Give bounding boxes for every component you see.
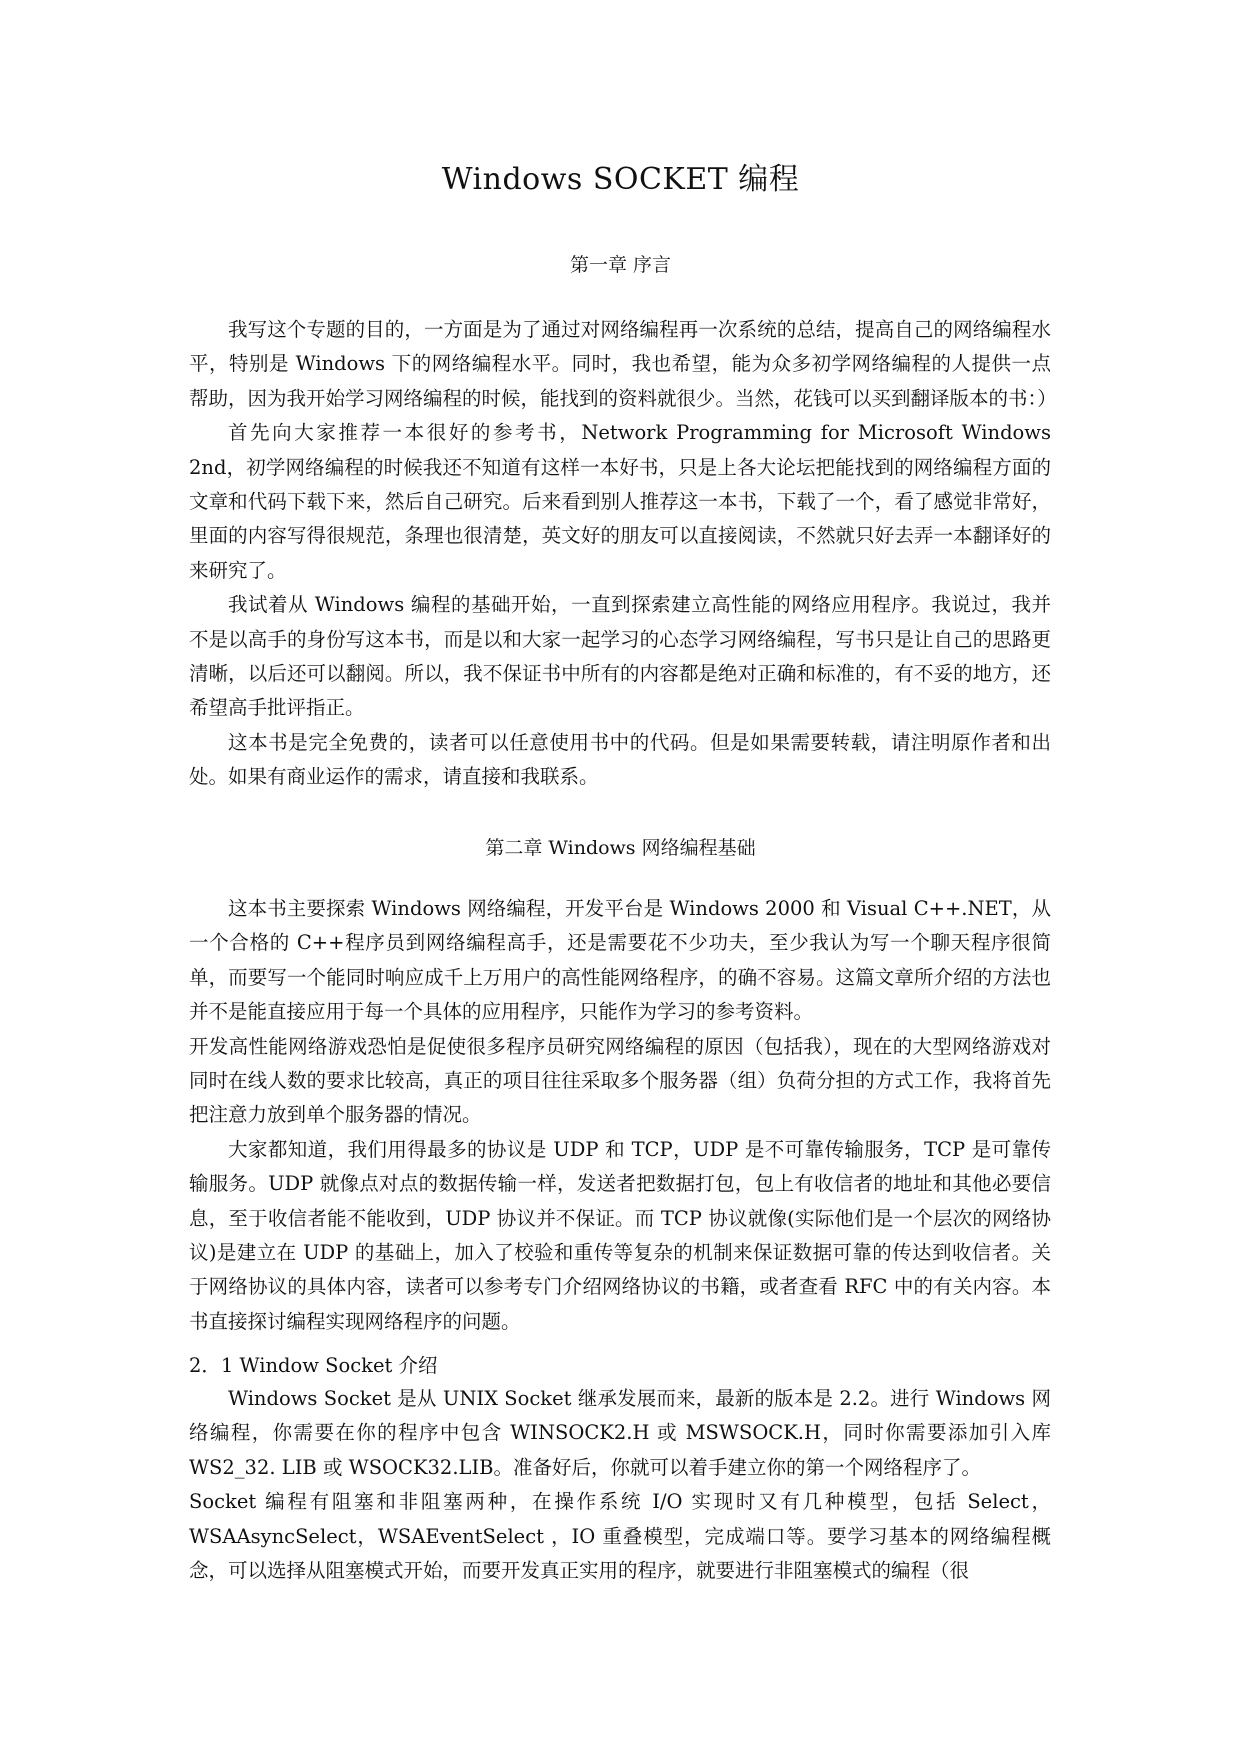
paragraph: 开发高性能网络游戏恐怕是促使很多程序员研究网络编程的原因（包括我），现在的大型网络游戏对同时在线人数的要求比较高，真正的项目往往采取多个服务器（组）负荷分担的方式工作，我将首先把注意力放到单个服务器的情况。 [189, 1034, 1051, 1127]
document-title: Windows SOCKET 编程 [441, 162, 800, 197]
paragraph: Socket 编程有阻塞和非阻塞两种，在操作系统 I/O 实现时又有几种模型，包括 Select，WSAAsyncSelect，WSAEventSelect ，IO 重叠模型，完成端口等。要学习基本的网络编程概念，可以选择从阻塞模式开始，而要开发真正实用的程序，就要进行非阻塞模式的编程（很 [189, 1490, 1051, 1583]
paragraph: 我试着从 Windows 编程的基础开始，一直到探索建立高性能的网络应用程序。我说过，我并不是以高手的身份写这本书，而是以和大家一起学习的心态学习网络编程，写书只是让自己的思路更清晰，以后还可以翻阅。所以，我不保证书中所有的内容都是绝对正确和标准的，有不妥的地方，还希望高手批评指正。 [189, 593, 1051, 720]
paragraph: 这本书主要探索 Windows 网络编程，开发平台是 Windows 2000 和 Visual C++.NET，从一个合格的 C++程序员到网络编程高手，还是需要花不少功夫，至少我认为写一个聊天程序很简单，而要写一个能同时响应成千上万用户的高性能网络程序，的确不容易。这篇文章所介绍的方法也并不是能直接应用于每一个具体的应用程序，只能作为学习的参考资料。 [189, 897, 1051, 1024]
paragraph: 大家都知道，我们用得最多的协议是 UDP 和 TCP，UDP 是不可靠传输服务，TCP 是可靠传输服务。UDP 就像点对点的数据传输一样，发送者把数据打包，包上有收信者的地址和其他必要信息，至于收信者能不能收到，UDP 协议并不保证。而 TCP 协议就像(实际他们是一个层次的网络协议)是建立在 UDP 的基础上，加入了校验和重传等复杂的机制来保证数据可靠的传达到收信者。关于网络协议的具体内容，读者可以参考专门介绍网络协议的书籍，或者查看 RFC 中的有关内容。本书直接探讨编程实现网络程序的问题。 [189, 1137, 1051, 1333]
paragraph: 这本书是完全免费的，读者可以任意使用书中的代码。但是如果需要转载，请注明原作者和出处。如果有商业运作的需求，请直接和我联系。 [189, 730, 1051, 789]
section-2-1-body [189, 1382, 1051, 1588]
chapter-1-heading: 第一章 序言 [569, 254, 672, 276]
paragraph: 我写这个专题的目的，一方面是为了通过对网络编程再一次系统的总结，提高自己的网络编程水平，特别是 Windows 下的网络编程水平。同时，我也希望，能为众多初学网络编程的人提供一点帮助，因为我开始学习网络编程的时候，能找到的资料就很少。当然，花钱可以买到翻译版本的书：） [189, 318, 1057, 410]
chapter-2-heading: 第二章 Windows 网络编程基础 [485, 837, 756, 859]
chapter-2-body [189, 892, 1051, 1339]
section-2-1-heading: 2．1 Window Socket 介绍 [189, 1354, 438, 1377]
paragraph: Windows Socket 是从 UNIX Socket 继承发展而来，最新的版本是 2.2。进行 Windows 网络编程，你需要在你的程序中包含 WINSOCK2.H 或 MSWSOCK.H，同时你需要添加引入库 WS2_32. LIB 或 WSOCK32.LIB。准备好后，你就可以着手建立你的第一个网络程序了。 [189, 1387, 1051, 1479]
chapter-1-body [189, 313, 1057, 795]
paragraph: 首先向大家推荐一本很好的参考书，Network Programming for Microsoft Windows 2nd，初学网络编程的时候我还不知道有这样一本好书，只是上各大论坛把能找到的网络编程方面的文章和代码下载下来，然后自己研究。后来看到别人推荐这一本书，下载了一个，看了感觉非常好，里面的内容写得很规范，条理也很清楚，英文好的朋友可以直接阅读，不然就只好去弄一本翻译好的来研究了。 [189, 421, 1051, 582]
